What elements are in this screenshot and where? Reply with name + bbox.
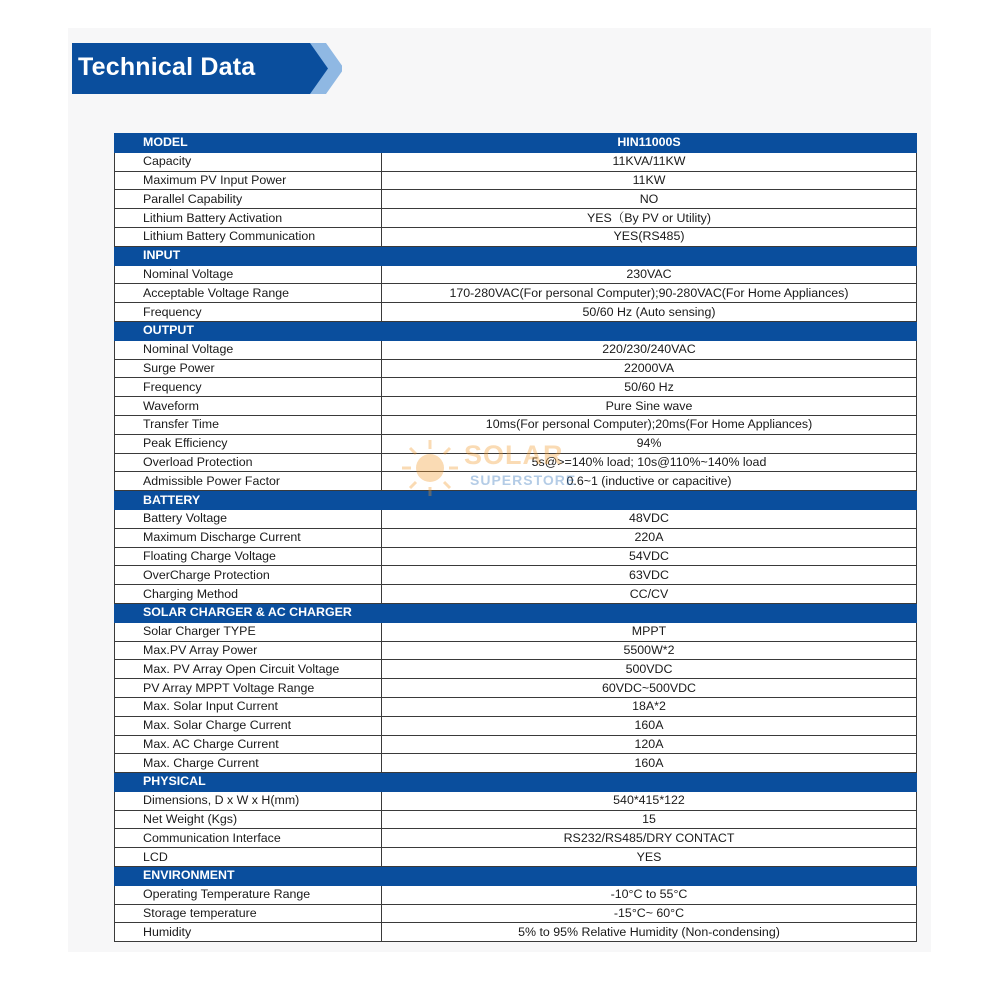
table-row [115,265,917,284]
section-title: PHYSICAL [115,773,382,792]
table-row [115,641,917,660]
table-row [115,791,917,810]
spec-label: Communication Interface [115,829,382,848]
spec-label: Nominal Voltage [115,340,382,359]
section-header-row [115,867,917,886]
table-row [115,378,917,397]
spec-label: Acceptable Voltage Range [115,284,382,303]
spec-label: Solar Charger TYPE [115,622,382,641]
section-header-row [115,321,917,340]
table-row [115,303,917,322]
spec-label: Humidity [115,923,382,942]
spec-value: 220A [382,528,917,547]
table-row [115,284,917,303]
spec-value: 5% to 95% Relative Humidity (Non-condensing) [382,923,917,942]
spec-label: Storage temperature [115,904,382,923]
section-title: OUTPUT [115,321,382,340]
table-row [115,904,917,923]
spec-value: YES [382,848,917,867]
spec-value: 0.6~1 (inductive or capacitive) [382,472,917,491]
table-row [115,415,917,434]
spec-label: Net Weight (Kgs) [115,810,382,829]
table-row [115,697,917,716]
section-title: SOLAR CHARGER & AC CHARGER [115,603,382,622]
table-row [115,585,917,604]
spec-label: Max. Solar Input Current [115,697,382,716]
spec-label: Max.PV Array Power [115,641,382,660]
spec-value: 170-280VAC(For personal Computer);90-280VAC(For Home Appliances) [382,284,917,303]
table-row [115,923,917,942]
table-row [115,735,917,754]
table-row [115,716,917,735]
table-row [115,622,917,641]
spec-label: Dimensions, D x W x H(mm) [115,791,382,810]
spec-value: 50/60 Hz [382,378,917,397]
section-header-row [115,134,917,153]
table-row [115,829,917,848]
spec-label: Max. PV Array Open Circuit Voltage [115,660,382,679]
table-row [115,190,917,209]
spec-value: 15 [382,810,917,829]
spec-value: Pure Sine wave [382,397,917,416]
spec-label: Maximum Discharge Current [115,528,382,547]
section-header-row [115,246,917,265]
section-header-row [115,491,917,510]
spec-label: Charging Method [115,585,382,604]
spec-value: -15°C~ 60°C [382,904,917,923]
spec-value: 54VDC [382,547,917,566]
spec-value: 11KVA/11KW [382,152,917,171]
section-title: ENVIRONMENT [115,867,382,886]
spec-label: Max. AC Charge Current [115,735,382,754]
page-title: Technical Data [78,53,256,81]
title-banner [72,43,342,94]
spec-label: Overload Protection [115,453,382,472]
spec-value: 5500W*2 [382,641,917,660]
spec-label: Waveform [115,397,382,416]
table-row [115,566,917,585]
spec-value: 50/60 Hz (Auto sensing) [382,303,917,322]
section-value [382,321,917,340]
spec-label: LCD [115,848,382,867]
table-row [115,152,917,171]
spec-label: Maximum PV Input Power [115,171,382,190]
section-value: HIN11000S [382,134,917,153]
section-value [382,246,917,265]
table-row [115,453,917,472]
spec-label: Frequency [115,303,382,322]
spec-value: 540*415*122 [382,791,917,810]
section-value [382,603,917,622]
table-row [115,171,917,190]
spec-value: 500VDC [382,660,917,679]
spec-value: CC/CV [382,585,917,604]
section-header-row [115,603,917,622]
table-row [115,547,917,566]
spec-value: 60VDC~500VDC [382,679,917,698]
table-row [115,340,917,359]
watermark-superstore: SUPERSTORE [470,472,577,488]
section-value [382,867,917,886]
spec-value: 94% [382,434,917,453]
section-title: MODEL [115,134,382,153]
spec-value: 18A*2 [382,697,917,716]
spec-label: Capacity [115,152,382,171]
spec-label: Max. Solar Charge Current [115,716,382,735]
spec-value: YES(RS485) [382,227,917,246]
spec-value: NO [382,190,917,209]
spec-label: Battery Voltage [115,509,382,528]
spec-value: 63VDC [382,566,917,585]
spec-label: PV Array MPPT Voltage Range [115,679,382,698]
spec-value: 230VAC [382,265,917,284]
table-row [115,227,917,246]
section-value [382,491,917,510]
spec-value: 11KW [382,171,917,190]
spec-label: Admissible Power Factor [115,472,382,491]
section-title: BATTERY [115,491,382,510]
section-header-row [115,773,917,792]
spec-label: Lithium Battery Communication [115,227,382,246]
spec-value: YES（By PV or Utility) [382,209,917,228]
table-row [115,754,917,773]
spec-label: Transfer Time [115,415,382,434]
spec-value: 160A [382,716,917,735]
spec-value: 5s@>=140% load; 10s@110%~140% load [382,453,917,472]
watermark-solar: SOLAR [464,440,564,470]
spec-value: -10°C to 55°C [382,885,917,904]
section-title: INPUT [115,246,382,265]
spec-label: Parallel Capability [115,190,382,209]
table-row [115,509,917,528]
table-row [115,679,917,698]
table-row [115,885,917,904]
section-value [382,773,917,792]
spec-label: Floating Charge Voltage [115,547,382,566]
table-row [115,660,917,679]
spec-label: Operating Temperature Range [115,885,382,904]
spec-label: OverCharge Protection [115,566,382,585]
spec-value: MPPT [382,622,917,641]
spec-label: Nominal Voltage [115,265,382,284]
table-row [115,434,917,453]
spec-value: 10ms(For personal Computer);20ms(For Home Appliances) [382,415,917,434]
spec-value: 160A [382,754,917,773]
spec-label: Lithium Battery Activation [115,209,382,228]
spec-value: 220/230/240VAC [382,340,917,359]
spec-value: RS232/RS485/DRY CONTACT [382,829,917,848]
spec-label: Frequency [115,378,382,397]
table-row [115,359,917,378]
spec-label: Peak Efficiency [115,434,382,453]
table-row [115,810,917,829]
table-row [115,848,917,867]
spec-value: 120A [382,735,917,754]
table-row [115,397,917,416]
technical-data-table [114,133,917,942]
spec-value: 48VDC [382,509,917,528]
table-row [115,472,917,491]
spec-value: 22000VA [382,359,917,378]
table-row [115,528,917,547]
spec-label: Surge Power [115,359,382,378]
table-row [115,209,917,228]
spec-label: Max. Charge Current [115,754,382,773]
